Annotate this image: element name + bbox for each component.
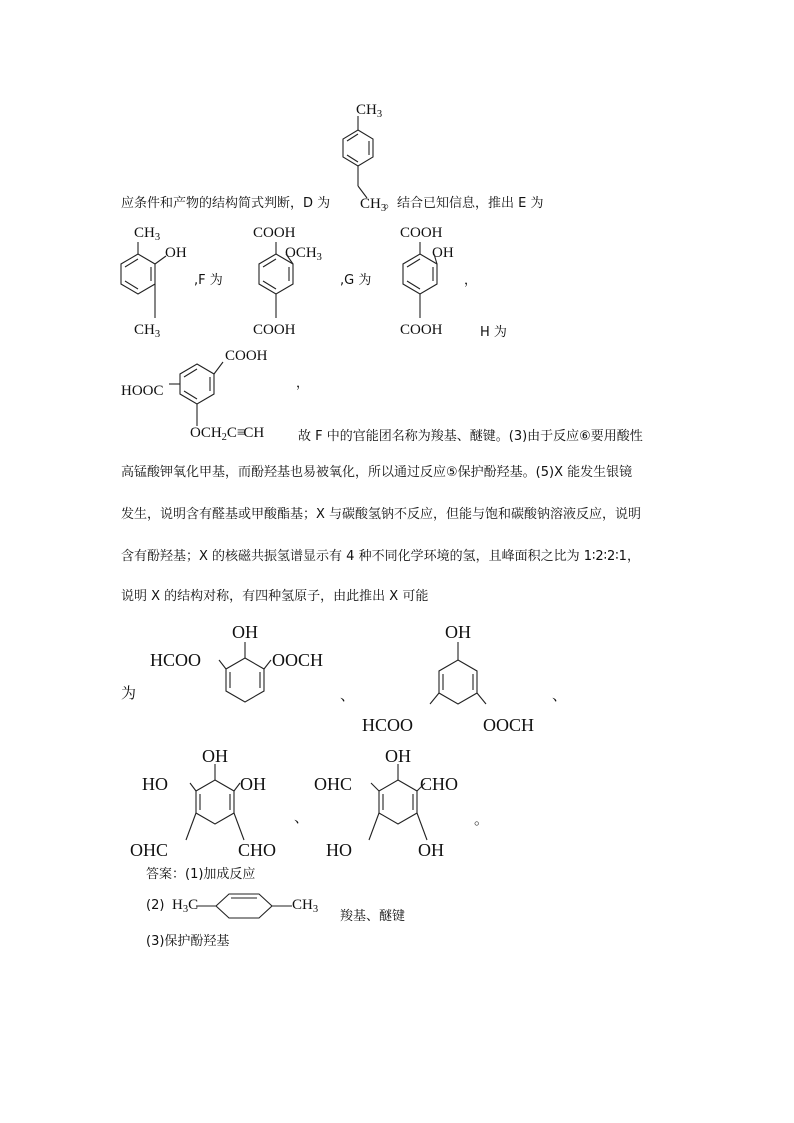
d-bottom-methyl: $CH_3$ xyxy=(360,196,387,214)
f-bottom-cooh: COOH xyxy=(253,322,296,338)
h-cooh: COOH xyxy=(225,348,268,364)
answer-2-left-methyl: $H_3C$ xyxy=(172,897,199,915)
answer-2-benzene-ring xyxy=(196,886,306,926)
s1-formate-right: OOCH xyxy=(272,650,324,670)
s3-aldehyde-right: CHO xyxy=(238,840,277,860)
e-hydroxyl: OH xyxy=(165,245,187,261)
paragraph-line-1: 故 F 中的官能团名称为羧基、醚键。(3)由于反应⑥要用酸性 xyxy=(298,429,643,444)
row-e-comma: ， xyxy=(464,273,478,288)
s1-formate-left: HCOO xyxy=(150,650,202,670)
s3-hydroxyl-left: HO xyxy=(142,774,168,794)
separator-1: 、 xyxy=(340,686,356,704)
structures-period: 。 xyxy=(474,810,490,828)
s2-hydroxyl: OH xyxy=(445,622,471,642)
h-comma: ， xyxy=(296,376,310,391)
g-top-cooh: COOH xyxy=(400,225,443,241)
paragraph-line-5: 说明 X 的结构对称，有四种氢原子，由此推出 X 可能 xyxy=(121,589,429,604)
s4-hydroxyl-left: HO xyxy=(326,840,352,860)
h-ether-group: $OCH_2C\equiv CH$ xyxy=(190,425,265,443)
g-label: ,G 为 xyxy=(340,273,372,288)
g-bottom-cooh: COOH xyxy=(400,322,443,338)
answer-2-right-methyl: $CH_3$ xyxy=(292,897,319,915)
paragraph-line-2: 高锰酸钾氧化甲基，而酚羟基也易被氧化，所以通过反应⑤保护酚羟基。(5)X 能发生银镜 xyxy=(121,465,633,480)
s4-hydroxyl-top: OH xyxy=(385,746,411,766)
intro-text-after: 。结合已知信息，推出 E 为 xyxy=(384,196,544,211)
answer-2-prefix: (2) xyxy=(146,898,165,913)
s1-benzene-ring xyxy=(205,640,285,730)
f-label: ,F 为 xyxy=(194,273,223,288)
separator-2: 、 xyxy=(552,686,568,704)
s3-hydroxyl-right: OH xyxy=(240,774,266,794)
f-top-cooh: COOH xyxy=(253,225,296,241)
s3-hydroxyl-top: OH xyxy=(202,746,228,766)
separator-3: 、 xyxy=(294,808,310,826)
e-top-methyl: $CH_3$ xyxy=(134,225,161,243)
answer-1: 答案：(1)加成反应 xyxy=(146,867,256,882)
s4-aldehyde-right: CHO xyxy=(420,774,459,794)
s3-aldehyde-left: OHC xyxy=(130,840,169,860)
f-methoxy: $OCH_3$ xyxy=(285,245,322,263)
h-label: H 为 xyxy=(480,325,507,340)
intro-text-before: 应条件和产物的结构简式判断，D 为 xyxy=(121,196,331,211)
h-hooc: HOOC xyxy=(121,383,164,399)
wei-text: 为 xyxy=(121,684,137,702)
paragraph-line-4: 含有酚羟基；X 的核磁共振氢谱显示有 4 种不同化学环境的氢，且峰面积之比为 1∶2∶2∶1， xyxy=(121,549,640,564)
g-hydroxyl: OH xyxy=(432,245,454,261)
s4-hydroxyl-right: OH xyxy=(418,840,444,860)
e-bottom-methyl: $CH_3$ xyxy=(134,322,161,340)
s2-formate-left: HCOO xyxy=(362,715,414,735)
s2-formate-right: OOCH xyxy=(483,715,535,735)
answer-3: (3)保护酚羟基 xyxy=(146,934,230,949)
d-top-methyl: $CH_3$ xyxy=(356,102,383,120)
s4-aldehyde-left: OHC xyxy=(314,774,353,794)
answer-2-suffix: 羧基、醚键 xyxy=(340,909,406,924)
paragraph-line-3: 发生，说明含有醛基或甲酸酯基；X 与碳酸氢钠不反应，但能与饱和碳酸钠溶液反应，说明 xyxy=(121,507,642,522)
s1-hydroxyl: OH xyxy=(232,622,258,642)
